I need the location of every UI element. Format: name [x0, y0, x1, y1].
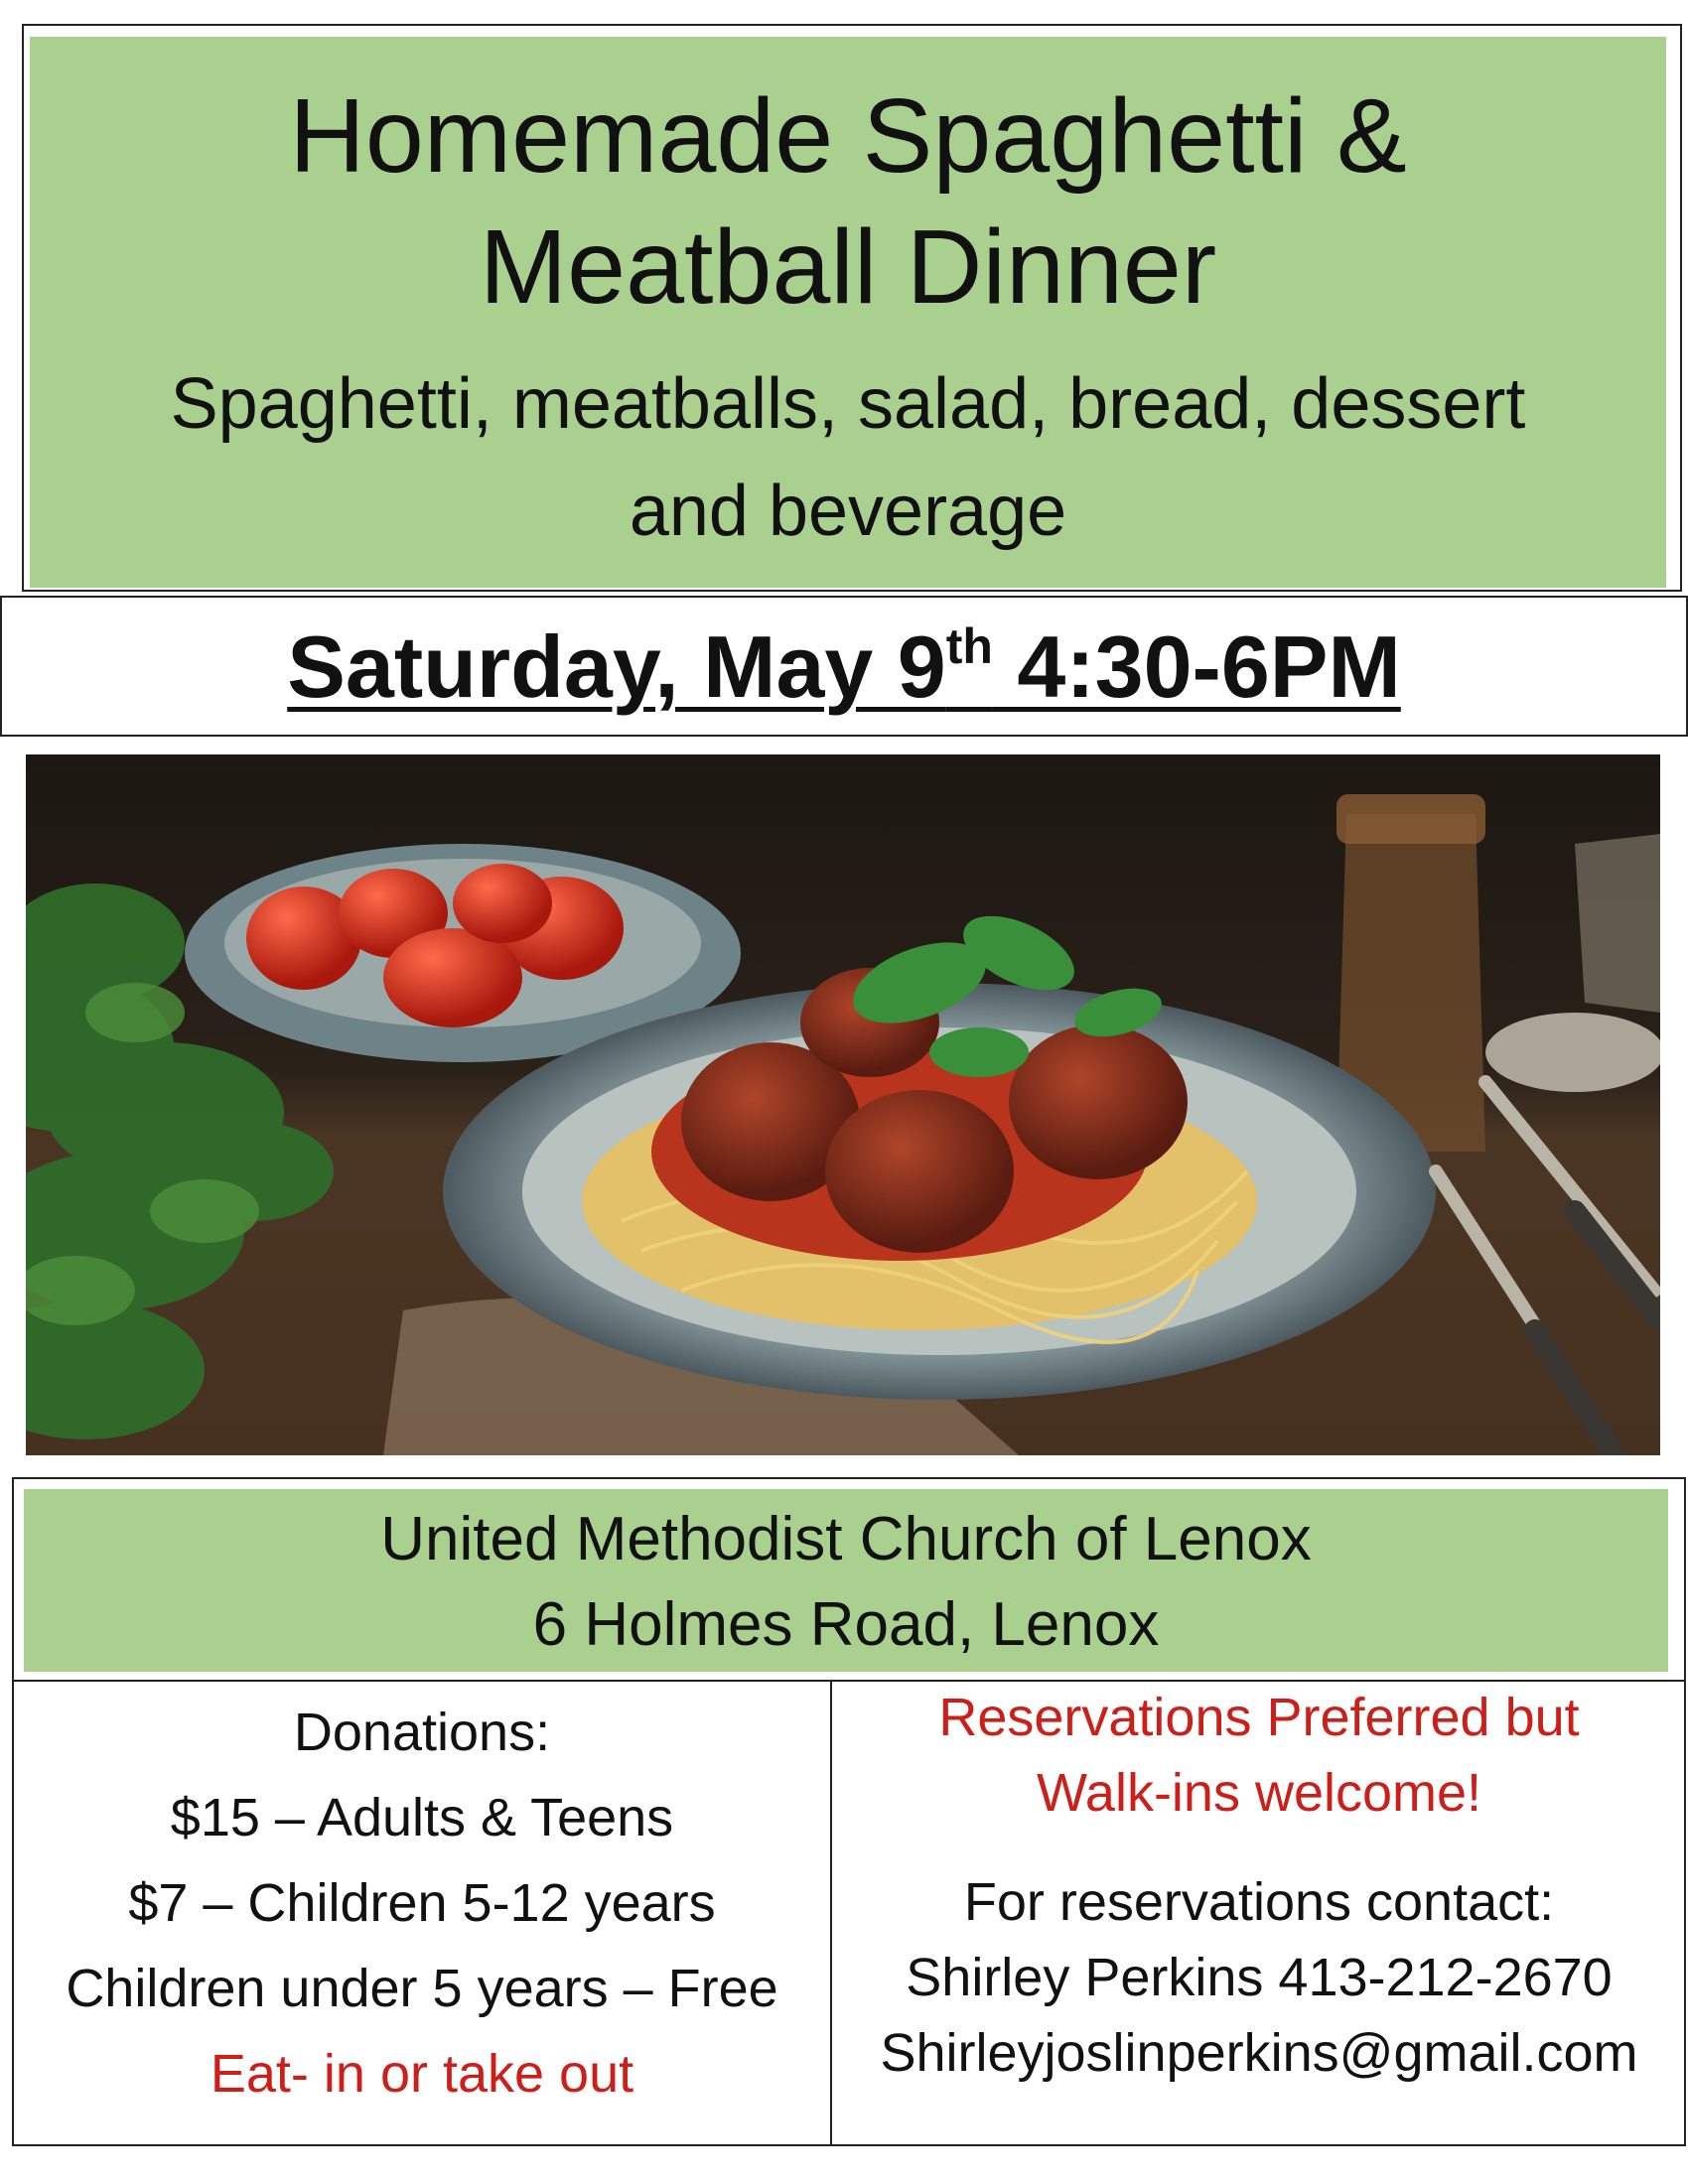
contact-email: Shirleyjoslinperkins@gmail.com [880, 2023, 1638, 2083]
venue-name: United Methodist Church of Lenox [380, 1505, 1312, 1573]
menu-line-2: and beverage [629, 472, 1067, 551]
day-suffix: th [945, 618, 993, 674]
eat-in-take-out-note: Eat- in or take out [210, 2044, 634, 2104]
contact-heading: For reservations contact: [963, 1872, 1555, 1932]
spaghetti-meatballs-photo [26, 754, 1660, 1455]
donations-column [14, 1690, 830, 2116]
event-date-time [287, 619, 1401, 715]
reservations-note-line-2: Walk-ins welcome! [1036, 1763, 1482, 1823]
event-day: Saturday, May 9 [287, 617, 946, 716]
reservations-note-line-1: Reservations Preferred but [938, 1688, 1580, 1747]
spacer [834, 1831, 1684, 1864]
donation-under-5: Children under 5 years – Free [66, 1959, 778, 2018]
title-line-2: Meatball Dinner [479, 208, 1217, 326]
event-title [30, 37, 1666, 333]
donation-adults: $15 – Adults & Teens [170, 1788, 674, 1847]
header-banner [30, 37, 1666, 588]
info-divider [830, 1682, 832, 2146]
venue-banner [24, 1489, 1668, 1672]
venue-address: 6 Holmes Road, Lenox [532, 1590, 1160, 1659]
contact-name-phone: Shirley Perkins 413-212-2670 [906, 1948, 1613, 2007]
donations-heading: Donations: [293, 1703, 551, 1762]
menu-description [54, 350, 1642, 565]
reservations-column [834, 1680, 1684, 2091]
menu-line-1: Spaghetti, meatballs, salad, bread, dessert [170, 364, 1526, 444]
title-line-1: Homemade Spaghetti & [289, 77, 1407, 195]
event-time: 4:30-6PM [992, 617, 1401, 716]
donation-children: $7 – Children 5-12 years [128, 1873, 716, 1933]
date-banner [0, 596, 1688, 737]
